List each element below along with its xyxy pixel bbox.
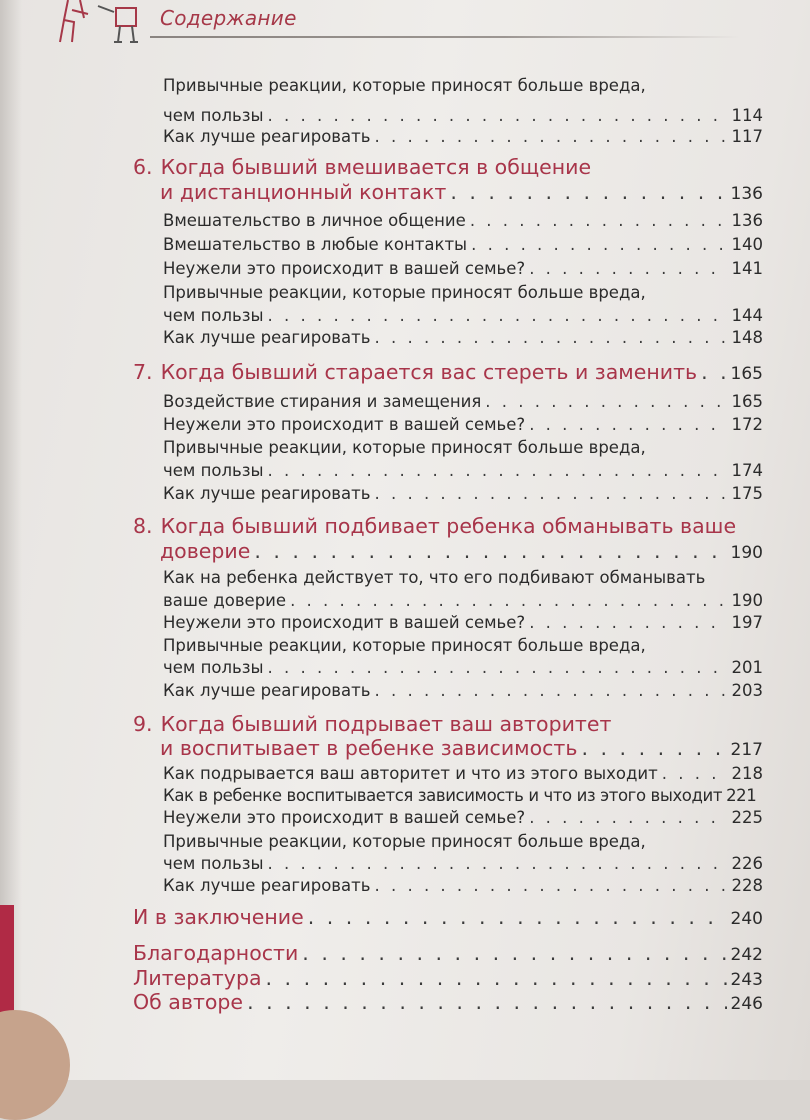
toc-page-number: 190 <box>730 543 763 563</box>
leader-dots <box>268 106 728 125</box>
chapter-number: 6. <box>133 155 153 179</box>
leader-dots <box>302 941 726 965</box>
toc-acknowledgements[interactable]: Благодарности . . . 242 <box>133 941 763 965</box>
toc-entry[interactable]: Воздействие стирания и замещения . . . 165 <box>163 392 763 411</box>
chapter-9-title-line1[interactable]: 9. Когда бывший подрывает ваш авторитет <box>133 712 612 736</box>
toc-entry[interactable]: Как в ребенке воспитывается зависимость и что из этого выходит 221 <box>163 786 757 805</box>
leader-dots <box>254 539 726 563</box>
leader-dots <box>268 306 728 325</box>
toc-entry-reactions[interactable] <box>163 106 763 125</box>
leader-dots <box>581 736 726 760</box>
toc-entry-reactions-line1: Привычные реакции, которые приносят больше вреда, <box>163 283 646 302</box>
chapter-number: 7. <box>133 360 153 384</box>
toc-about-author[interactable]: Об авторе . . . 246 <box>133 990 763 1014</box>
toc-entry[interactable]: Неужели это происходит в вашей семье? . . . 225 <box>163 808 763 827</box>
toc-entry[interactable]: Как лучше реагировать . . . 203 <box>163 681 763 700</box>
leader-dots <box>374 681 727 700</box>
toc-page-number: 117 <box>731 127 763 146</box>
leader-dots <box>290 591 727 610</box>
toc-entry[interactable]: чем пользы . . . 201 <box>163 658 763 677</box>
chapter-6-title-line1[interactable]: 6. Когда бывший вмешивается в общение <box>133 155 592 179</box>
leader-dots <box>529 415 727 434</box>
leader-dots <box>268 461 728 480</box>
toc-entry-reactions-line1: Привычные реакции, которые приносят больше вреда, <box>163 438 646 457</box>
leader-dots <box>266 966 727 990</box>
toc-entry[interactable]: Неужели это происходит в вашей семье? . . . 172 <box>163 415 763 434</box>
chapter-title: и воспитывает в ребенке зависимость <box>160 736 578 760</box>
chapter-7-heading[interactable] <box>133 360 763 384</box>
leader-dots <box>471 235 727 254</box>
toc-conclusion[interactable]: И в заключение . . . 240 <box>133 905 763 929</box>
leader-dots <box>268 854 728 873</box>
toc-page-number: 136 <box>730 184 763 204</box>
leader-dots <box>247 990 726 1014</box>
toc-page-number: 217 <box>730 740 763 760</box>
toc-entry[interactable]: Как лучше реагировать . . . 228 <box>163 876 763 895</box>
chapter-title: Когда бывший старается вас стереть и заменить <box>160 360 698 384</box>
leader-dots <box>485 392 727 411</box>
chapter-8-heading[interactable] <box>160 539 763 563</box>
toc-entry-reactions-line1: Привычные реакции, которые приносят больше вреда, <box>163 636 646 655</box>
leader-dots <box>529 613 727 632</box>
leader-dots <box>308 905 727 929</box>
leader-dots <box>268 658 728 677</box>
chapter-8-title-line1[interactable]: 8. Когда бывший подбивает ребенка обманывать ваше <box>133 514 737 538</box>
leader-dots <box>374 484 727 503</box>
toc-entry[interactable]: Как лучше реагировать . . . 148 <box>163 328 763 347</box>
toc-entry[interactable]: Как подрывается ваш авторитет и что из этого выходит . . . 218 <box>163 764 763 783</box>
leader-dots <box>701 360 726 384</box>
toc-entry-reactions-line1: Привычные реакции, которые приносят больше вреда, <box>163 76 646 95</box>
chapter-title: доверие <box>160 539 251 563</box>
chapter-number: 9. <box>133 712 153 736</box>
toc-entry-best-response[interactable] <box>163 127 763 146</box>
chapter-title: и дистанционный контакт <box>160 180 447 204</box>
leader-dots <box>374 876 727 895</box>
toc-entry[interactable]: Как лучше реагировать . . . 175 <box>163 484 763 503</box>
toc-entry-title: чем пользы <box>163 106 264 125</box>
leader-dots <box>374 127 727 146</box>
toc-entry[interactable]: Вмешательство в любые контакты . . . 140 <box>163 235 763 254</box>
chapter-6-heading[interactable] <box>160 180 763 204</box>
toc-page-number: 114 <box>731 106 763 125</box>
leader-dots <box>529 259 727 278</box>
toc-entry[interactable]: Вмешательство в личное общение . . . 136 <box>163 211 763 230</box>
leader-dots <box>662 764 728 783</box>
toc-entry-reactions-line1: Привычные реакции, которые приносят больше вреда, <box>163 832 646 851</box>
toc-entry-title: Как лучше реагировать <box>163 127 371 146</box>
toc-entry[interactable]: Неужели это происходит в вашей семье? . . . 141 <box>163 259 763 278</box>
toc-entry[interactable]: ваше доверие . . . 190 <box>163 591 763 610</box>
toc-entry[interactable]: чем пользы . . . 226 <box>163 854 763 873</box>
leader-dots <box>470 211 728 230</box>
chapter-9-heading[interactable] <box>160 736 763 760</box>
toc-page-number: 165 <box>730 364 763 384</box>
leader-dots <box>374 328 727 347</box>
toc-literature[interactable]: Литература . . . 243 <box>133 966 763 990</box>
toc-entry[interactable]: Неужели это происходит в вашей семье? . . . 197 <box>163 613 763 632</box>
chapter-number: 8. <box>133 514 153 538</box>
toc-entry[interactable]: чем пользы . . . 144 <box>163 306 763 325</box>
leader-dots <box>529 808 727 827</box>
leader-dots <box>450 180 726 204</box>
page-header-title: Содержание <box>160 6 297 30</box>
toc-entry-line1: Как на ребенка действует то, что его подбивают обманывать <box>163 568 706 587</box>
toc-entry[interactable]: чем пользы . . . 174 <box>163 461 763 480</box>
